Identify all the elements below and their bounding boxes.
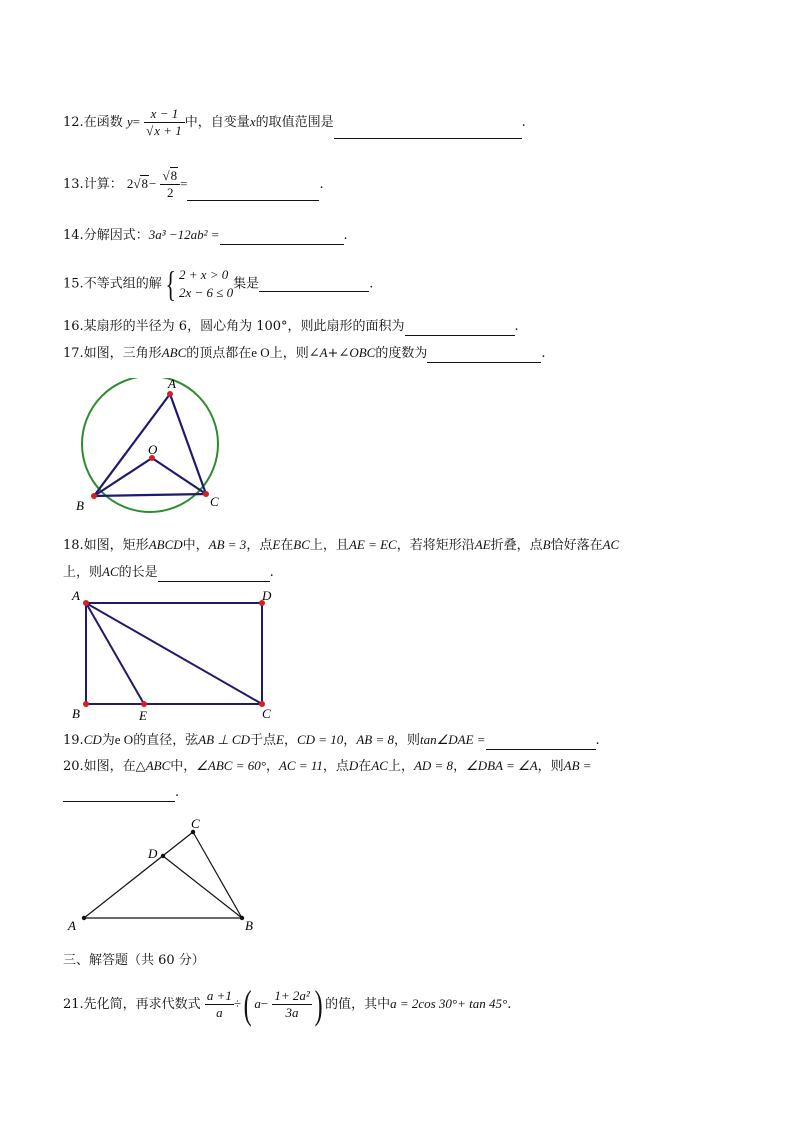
q17-answer-blank[interactable] — [427, 348, 541, 363]
question-17 — [63, 344, 546, 363]
q19-ab8: AB = 8 — [356, 732, 394, 747]
q19-end: . — [595, 733, 600, 748]
question-21 — [63, 981, 512, 1027]
q20-t1: 20.如图，在△ — [63, 759, 146, 774]
q18-ae: AE — [474, 537, 491, 552]
q17-point-a — [167, 391, 173, 397]
q13-frac-den: 2 — [167, 185, 174, 200]
q18-label-e: E — [139, 708, 147, 723]
q18-text6: ，若将矩形沿 — [396, 538, 475, 553]
q19-cd10: CD = 10 — [296, 732, 344, 747]
q17-obc: OBC — [349, 345, 376, 360]
q15-brace: { — [165, 264, 176, 304]
q18-segment-ac — [86, 603, 262, 704]
q18-ac2: AC — [102, 564, 119, 579]
q17-text1: 17.如图，三角形 — [63, 346, 162, 361]
q20-t6: 上， — [387, 759, 414, 774]
q20-t4: ，点 — [322, 759, 349, 774]
q16-answer-blank[interactable] — [405, 321, 515, 336]
q17-label-o: O — [148, 442, 158, 457]
q16-text: 16.某扇形的半径为 6，圆心角为 100°，则此扇形的面积为 — [63, 319, 405, 334]
q13-end: . — [319, 177, 324, 192]
q19-t3: 于点 — [249, 733, 276, 748]
q12-post: 中，自变量 — [184, 115, 250, 130]
q18-e: E — [272, 537, 281, 552]
q12-y: y — [126, 114, 133, 129]
q15-row1: 2 + x > 0 — [178, 267, 229, 282]
q20-ac2: AC — [371, 758, 388, 773]
q20-ac: AC = 11 — [278, 758, 323, 773]
q20-segment-ac — [84, 832, 193, 918]
q18-answer-blank[interactable] — [158, 567, 270, 582]
q12-prefix: 在函数 — [83, 115, 123, 130]
q19-t1: 为 — [101, 733, 115, 748]
q14-end: . — [343, 228, 348, 243]
q13-radicand: 8 — [141, 176, 148, 191]
q18-text5: 上，且 — [309, 538, 349, 553]
q19-number: 19. — [63, 733, 84, 748]
q17-figure — [66, 378, 236, 518]
q20-t8: ，则 — [537, 759, 564, 774]
q21-left-paren: ( — [243, 981, 252, 1027]
q17-circle-o: e O — [251, 345, 270, 360]
q15-number: 15. — [63, 276, 84, 292]
q19-tan: tan∠DAE = — [419, 732, 486, 747]
q13-number: 13. — [63, 177, 84, 192]
q21-fraction-2 — [272, 988, 311, 1021]
q15-end: . — [369, 276, 374, 292]
q12-radicand: x + 1 — [154, 123, 182, 138]
section-3-title-text: 三、解答题（共 60 分） — [63, 953, 205, 968]
q21-right-paren: ) — [314, 981, 323, 1027]
q20-answer-blank[interactable] — [63, 787, 175, 802]
q13-minus: − — [148, 176, 157, 191]
q20-t7: ， — [453, 759, 467, 774]
q17-text2: 的顶点都在 — [186, 346, 252, 361]
q19-e: E — [275, 732, 284, 747]
question-20-line2 — [63, 784, 179, 802]
q18-segment-ae — [86, 603, 144, 704]
q13-answer-blank[interactable] — [187, 186, 319, 201]
q12-numerator: x − 1 — [144, 106, 185, 123]
question-20 — [63, 757, 592, 776]
q20-segment-cb — [193, 832, 242, 918]
q18-end: . — [269, 565, 274, 580]
q18-b: B — [542, 537, 551, 552]
q18-label-b: B — [72, 706, 80, 721]
q21-post: 的值，其中 — [325, 997, 391, 1012]
question-16 — [63, 318, 519, 336]
q18-text4: 在 — [280, 538, 294, 553]
q12-x: x — [249, 114, 256, 129]
q12-end: . — [521, 115, 526, 130]
q20-label-b: B — [245, 918, 253, 933]
question-15 — [63, 266, 373, 303]
q12-answer-blank[interactable] — [334, 124, 522, 139]
q18-ab: AB = 3 — [208, 537, 247, 552]
q15-row2: 2x − 6 ≤ 0 — [178, 285, 234, 300]
q15-system — [179, 266, 233, 302]
q13-fraction: $\frac{√8}{2}$ — [160, 168, 180, 201]
q12-number: 12. — [63, 115, 84, 130]
question-13: 13.计算： 2√8− $\frac{√8}{2}$ = . — [63, 168, 324, 200]
q18-point-a — [83, 600, 89, 606]
q18-text8: 恰好落在 — [550, 538, 603, 553]
q12-fraction: $\frac{x - 1}{√x + 1}$ — [144, 106, 185, 139]
question-18-line2 — [63, 563, 274, 582]
q20-point-d — [161, 854, 165, 858]
q20-ad: AD = 8 — [413, 758, 454, 773]
q12-post2: 的取值范围是 — [255, 115, 334, 130]
q20-angle: ∠ABC = 60° — [196, 758, 266, 773]
q18-label-d: D — [262, 588, 272, 603]
q21-end: . — [507, 997, 512, 1012]
q17-abc: ABC — [161, 345, 187, 360]
q18-ac: AC — [602, 537, 620, 552]
q17-segment-ob — [94, 458, 152, 496]
q19-ab-perp-cd: AB ⊥ CD — [198, 732, 250, 747]
q17-text4: +∠ — [327, 346, 350, 361]
q15-answer-blank[interactable] — [259, 277, 369, 292]
q19-t5: ， — [343, 733, 357, 748]
question-19 — [63, 731, 600, 750]
q20-t2: 中， — [170, 759, 197, 774]
q20-label-a: A — [68, 918, 76, 933]
question-12 — [63, 106, 526, 139]
q12-eq: = — [132, 114, 140, 129]
q20-label-d: D — [148, 846, 158, 861]
q20-ab: AB = — [563, 758, 592, 773]
q19-t6: ，则 — [393, 733, 420, 748]
q13-frac-num: 8 — [170, 168, 178, 183]
q17-text3: 上，则∠ — [269, 346, 320, 361]
q17-point-c — [203, 491, 209, 497]
q15-post: 集是 — [233, 276, 260, 292]
q20-dba: ∠DBA = ∠A — [466, 758, 538, 773]
q13-prefix: 计算： — [83, 177, 123, 192]
q19-t4: ， — [283, 733, 297, 748]
q18-line2b: 的长是 — [118, 565, 158, 580]
q20-end: . — [175, 785, 180, 800]
q17-label-a: A — [168, 378, 176, 391]
q16-end: . — [514, 319, 519, 334]
q20-label-c: C — [191, 816, 200, 831]
question-14 — [63, 226, 348, 245]
q17-text5: 的度数为 — [375, 346, 428, 361]
q19-circle-o: e O — [114, 732, 134, 747]
q14-prefix: 分解因式： — [83, 228, 149, 243]
q17-a: A — [319, 345, 328, 360]
q21-divide: ÷ — [233, 996, 241, 1011]
q14-expression: 3a³ −12ab² = — [148, 227, 220, 242]
q19-cd: CD — [83, 732, 102, 747]
q17-segment-oc — [152, 458, 206, 494]
q20-t3: ， — [265, 759, 279, 774]
q17-point-b — [91, 493, 97, 499]
q20-point-b — [240, 916, 244, 920]
q20-point-a — [82, 916, 86, 920]
q20-abc: ABC — [145, 758, 171, 773]
q18-line2a: 上，则 — [63, 565, 103, 580]
q18-text2: 中， — [182, 538, 209, 553]
q13-coef: 2 — [126, 176, 134, 191]
q18-abcd: ABCD — [148, 537, 183, 552]
q18-text7: 折叠，点 — [490, 538, 543, 553]
q21-frac2-num: 1+ 2a² — [274, 988, 310, 1003]
q17-label-c: C — [210, 494, 219, 509]
q21-frac1-num: a +1 — [206, 988, 232, 1003]
q21-condition: a = 2cos 30°+ tan 45° — [390, 996, 508, 1011]
q17-label-b: B — [76, 498, 84, 513]
section-3-title — [63, 952, 205, 970]
q21-frac1-den: a — [216, 1005, 223, 1020]
q21-prefix: 21.先化简，再求代数式 — [63, 997, 201, 1012]
q20-segment-db — [163, 856, 242, 918]
q13-eq: = — [180, 176, 188, 191]
q21-minus: − — [260, 996, 269, 1011]
q19-t2: 的直径，弦 — [133, 733, 199, 748]
q18-aeec: AE = EC — [348, 537, 397, 552]
q18-label-a: A — [72, 588, 80, 603]
q21-a: a — [254, 996, 261, 1011]
q20-figure — [60, 812, 270, 936]
q14-number: 14. — [63, 228, 84, 243]
q18-label-c: C — [262, 706, 271, 721]
q18-point-b — [83, 701, 89, 707]
q20-t5: 在 — [358, 759, 372, 774]
q21-fraction-1 — [205, 988, 234, 1021]
q18-text1: 18.如图，矩形 — [63, 538, 149, 553]
q18-figure — [64, 586, 294, 726]
question-18 — [63, 536, 619, 555]
q17-end: . — [541, 346, 546, 361]
q18-point-e — [141, 701, 147, 707]
q19-answer-blank[interactable] — [486, 735, 596, 750]
q20-d: D — [348, 758, 359, 773]
q15-prefix: 不等式组的解 — [83, 276, 162, 292]
q14-answer-blank[interactable] — [220, 230, 344, 245]
q18-bc: BC — [293, 537, 310, 552]
q21-frac2-den: 3a — [285, 1005, 299, 1020]
q18-text3: ，点 — [246, 538, 273, 553]
